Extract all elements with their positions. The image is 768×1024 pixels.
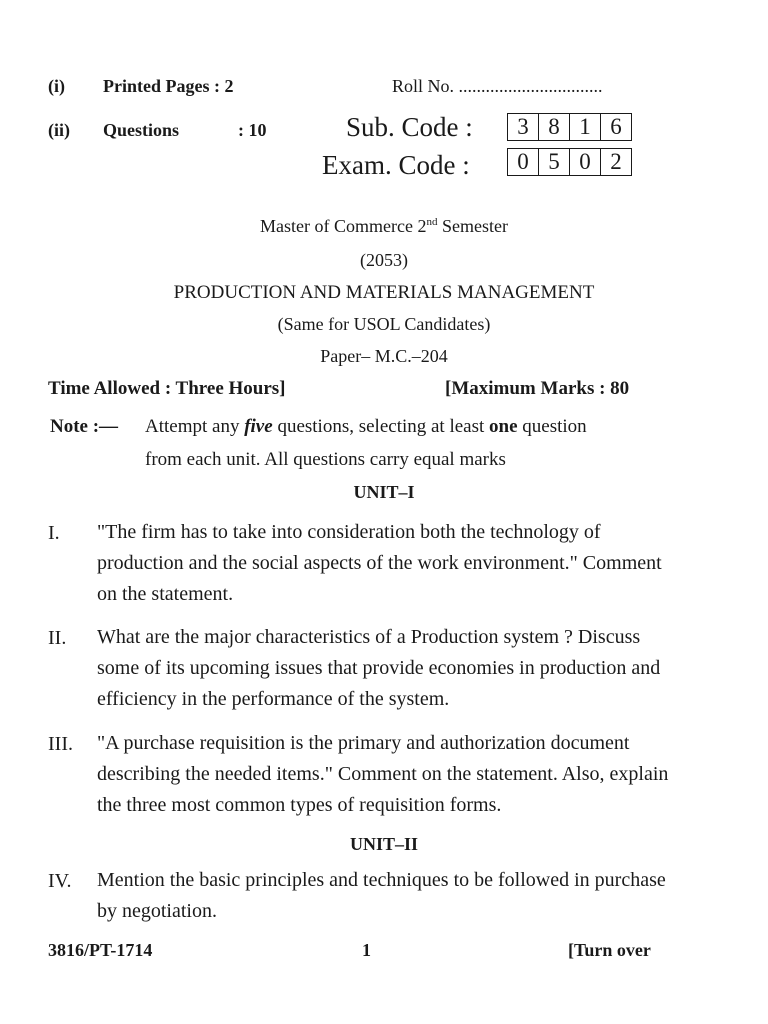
questions-value: : 10 xyxy=(238,120,267,140)
degree-line xyxy=(0,216,768,237)
time-allowed: Time Allowed : Three Hours] xyxy=(48,378,286,399)
note-label: Note :— xyxy=(50,416,119,437)
question-text: What are the major characteristics of a Production system ? Discuss some of its upcoming issues that provide economies in production and efficiency in the performance of the system. xyxy=(97,626,661,710)
questions-label: Questions xyxy=(103,120,180,140)
exam-code-box xyxy=(507,148,632,176)
sub-code-digit: 1 xyxy=(570,114,601,140)
question-number: IV. xyxy=(48,870,72,892)
same-for-line: (Same for USOL Candidates) xyxy=(277,314,491,334)
unit-title: UNIT–I xyxy=(353,482,415,502)
note-emph-five: five xyxy=(244,416,273,437)
turn-over: [Turn over xyxy=(568,940,651,960)
sub-code-digit: 3 xyxy=(508,114,539,140)
note-line-1 xyxy=(145,416,587,438)
page-number: 1 xyxy=(362,940,371,960)
questions-num: (ii) xyxy=(48,120,70,140)
question-number: I. xyxy=(48,522,60,544)
sub-code-box xyxy=(507,113,632,141)
year: (2053) xyxy=(360,250,408,270)
exam-code-digit: 5 xyxy=(539,149,570,175)
sub-code-digit: 8 xyxy=(539,114,570,140)
sub-code-label: Sub. Code : xyxy=(346,112,473,142)
max-marks: [Maximum Marks : 80 xyxy=(445,378,630,399)
question-text: Mention the basic principles and techniques to be followed in purchase by negotiation. xyxy=(97,869,666,922)
question-text: "A purchase requisition is the primary and authorization document describing the needed items." Comment on the statement. Also, explain the three most common types of requisition forms. xyxy=(97,732,669,816)
question-text: "The firm has to take into consideration both the technology of production and the social aspects of the work environment." Comment on the statement. xyxy=(97,521,662,605)
subject-title: PRODUCTION AND MATERIALS MANAGEMENT xyxy=(173,282,595,303)
footer-code: 3816/PT-1714 xyxy=(48,940,153,960)
roll-no-label: Roll No. ................................ xyxy=(392,76,603,96)
question-number: III. xyxy=(48,733,73,755)
degree-sup: nd xyxy=(426,216,438,228)
printed-pages-num: (i) xyxy=(48,76,65,96)
exam-code-digit: 0 xyxy=(508,149,539,175)
note-line-2: from each unit. All questions carry equal marks xyxy=(145,449,506,470)
paper-code: Paper– M.C.–204 xyxy=(320,346,448,366)
note-emph-one: one xyxy=(489,416,518,437)
sub-code-digit: 6 xyxy=(610,114,622,139)
question-number: II. xyxy=(48,627,67,649)
note-text-2: questions, selecting at least xyxy=(272,416,490,437)
note-text-3: question xyxy=(517,416,587,437)
exam-code-label: Exam. Code : xyxy=(322,150,470,180)
exam-code-digit: 0 xyxy=(570,149,601,175)
unit-title: UNIT–II xyxy=(349,834,419,854)
degree-suffix: Semester xyxy=(437,216,508,236)
printed-pages-label: Printed Pages : 2 xyxy=(103,76,234,96)
note-text-1: Attempt any xyxy=(145,416,245,437)
degree-prefix: Master of Commerce 2 xyxy=(260,216,427,236)
exam-code-digit: 2 xyxy=(610,149,622,174)
